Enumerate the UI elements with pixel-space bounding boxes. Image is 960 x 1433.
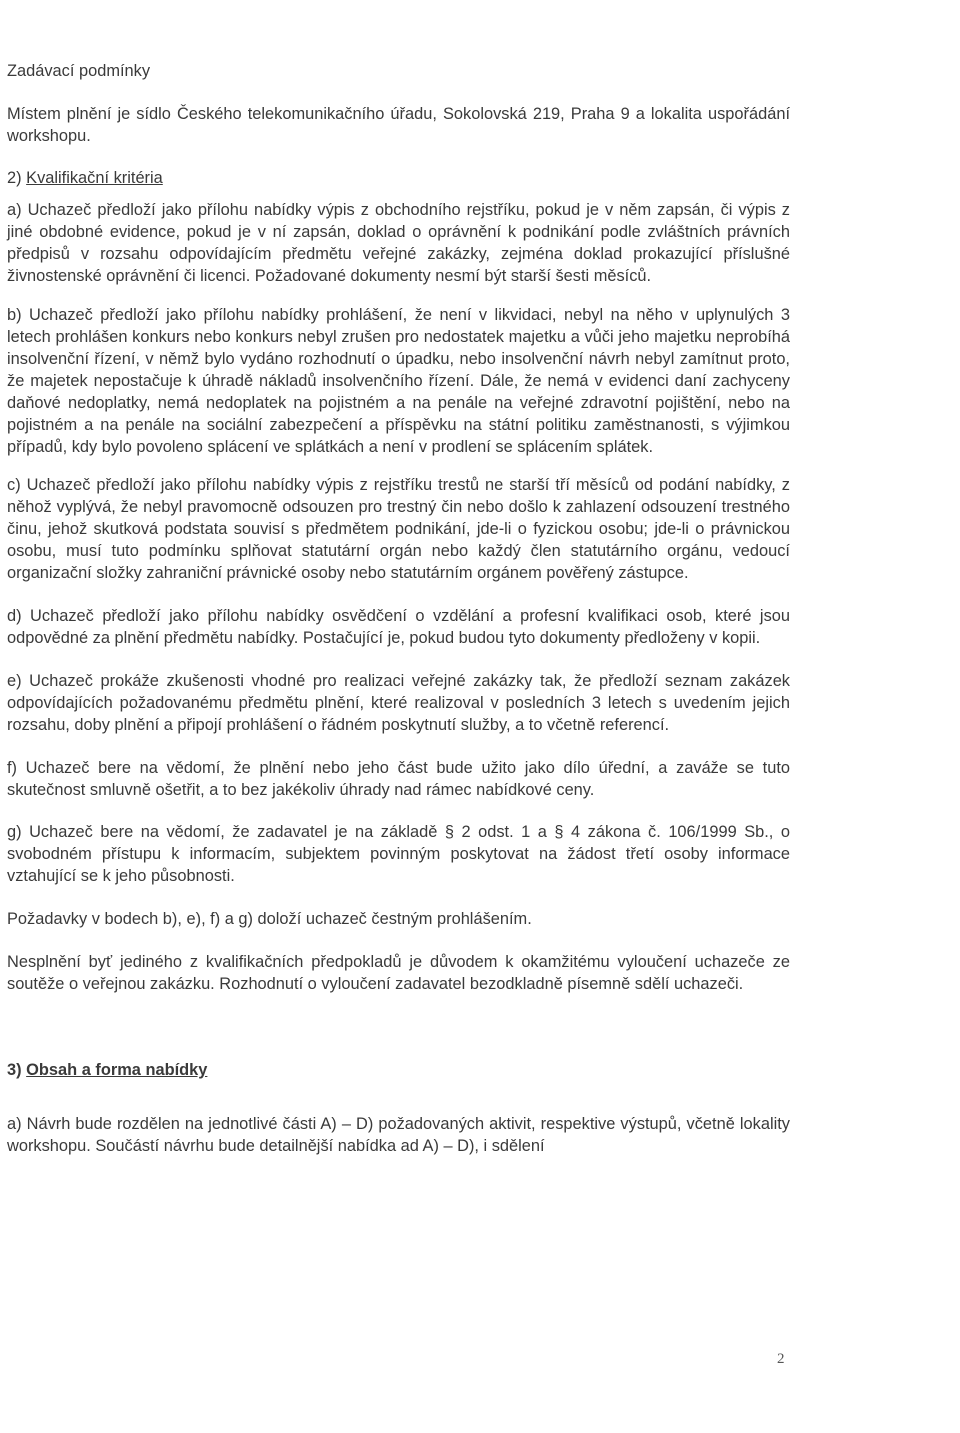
section-2-heading: [7, 167, 790, 189]
criterion-b-paragraph: b) Uchazeč předloží jako přílohu nabídky prohlášení, že není v likvidaci, nebyl na něho v uplynulých 3 letech prohlášen konkurs nebo konkurs nebyl zrušen pro nedostatek majetku a vůči jeho majetku neprobíhá insolvenční řízení, v němž bylo vydáno rozhodnutí o úpadku, nebo insolvenční návrh nebyl zamítnut proto, že majetek nepostačuje k úhradě nákladů insolvenčního řízení. Dále, že nemá v evidenci daní zachyceny daňové nedoplatky, nemá nedoplatek na pojistném a na penále na veřejné zdravotní pojištění, nebo na pojistném a na penále na sociální zabezpečení a příspěvku na státní politiku zaměstnanosti, s výjimkou případů, kdy bylo povoleno splácení ve splátkách a není v prodlení se splácením splátek.: [7, 306, 790, 456]
section-3-heading: [7, 1059, 790, 1081]
criterion-d-paragraph: d) Uchazeč předloží jako přílohu nabídky osvědčení o vzdělání a profesní kvalifikaci osob, které jsou odpovědné za plnění předmětu nabídky. Postačující je, pokud budou tyto dokumenty předloženy v kopii.: [7, 607, 790, 647]
document-page: [7, 60, 790, 1157]
criterion-f-paragraph: f) Uchazeč bere na vědomí, že plnění nebo jeho část bude užito jako dílo úřední, a zaváže se tuto skutečnost smluvně ošetřit, a to bez jakékoliv úhrady nad rámec nabídkové ceny.: [7, 759, 790, 799]
place-of-performance-paragraph: Místem plnění je sídlo Českého telekomunikačního úřadu, Sokolovská 219, Praha 9 a lokalita uspořádání workshopu.: [7, 105, 790, 145]
declaration-paragraph: Požadavky v bodech b), e), f) a g) doloží uchazeč čestným prohlášením.: [7, 910, 532, 928]
exclusion-paragraph: Nesplnění byť jediného z kvalifikačních předpokladů je důvodem k okamžitému vyloučení uchazeče ze soutěže o veřejnou zakázku. Rozhodnutí o vyloučení zadavatel bezodkladně písemně sdělí uchazeči.: [7, 953, 790, 993]
content-a-paragraph: a) Návrh bude rozdělen na jednotlivé části A) – D) požadovaných aktivit, respektive výstupů, včetně lokality workshopu. Součástí návrhu bude detailnější nabídka ad A) – D), i sdělení: [7, 1115, 790, 1155]
criterion-g-paragraph: g) Uchazeč bere na vědomí, že zadavatel je na základě § 2 odst. 1 a § 4 zákona č. 106/1999 Sb., o svobodném přístupu k informacím, subjektem povinným poskytovat na žádost třetí osoby informace vztahující se k jeho působnosti.: [7, 823, 790, 885]
criterion-e-paragraph: e) Uchazeč prokáže zkušenosti vhodné pro realizaci veřejné zakázky tak, že předloží seznam zakázek odpovídajících požadovanému předmětu plnění, které realizoval v posledních 3 letech s uvedením jejich rozsahu, doby plnění a připojí prohlášení o řádném poskytnutí služby, a to včetně referencí.: [7, 672, 790, 734]
page-number: 2: [777, 1351, 785, 1367]
criterion-c-paragraph: c) Uchazeč předloží jako přílohu nabídky výpis z rejstříku trestů ne starší tří měsíců od podání nabídky, z něhož vyplývá, že nebyl pravomocně odsouzen pro trestný čin nebo došlo k zahlazení odsouzení trestného činu, jehož skutková podstata souvisí s předmětem podnikání, jde-li o fyzickou osobu; jde-li o právnickou osobu, musí tuto podmínku splňovat statutární orgán nebo každý člen statutárního orgánu, vedoucí organizační složky zahraniční právnické osoby nebo statutárním orgánem pověřený zástupce.: [7, 476, 790, 582]
criterion-a-paragraph: a) Uchazeč předloží jako přílohu nabídky výpis z obchodního rejstříku, pokud je v něm zapsán, či výpis z jiné obdobné evidence, pokud je v ní zapsán, doklad o oprávnění k podnikání podle zvláštních právních předpisů v rozsahu odpovídajícím předmětu veřejné zakázky, zejména doklad prokazující příslušné živnostenské oprávnění či licenci. Požadované dokumenty nesmí být starší šesti měsíců.: [7, 201, 790, 285]
section-2-title: Kvalifikační kritéria: [26, 169, 163, 187]
section-3-title: Obsah a forma nabídky: [26, 1061, 208, 1079]
section-3-number: 3): [7, 1061, 22, 1079]
section-title: Zadávací podmínky: [7, 62, 151, 80]
section-2-number: 2): [7, 169, 22, 187]
